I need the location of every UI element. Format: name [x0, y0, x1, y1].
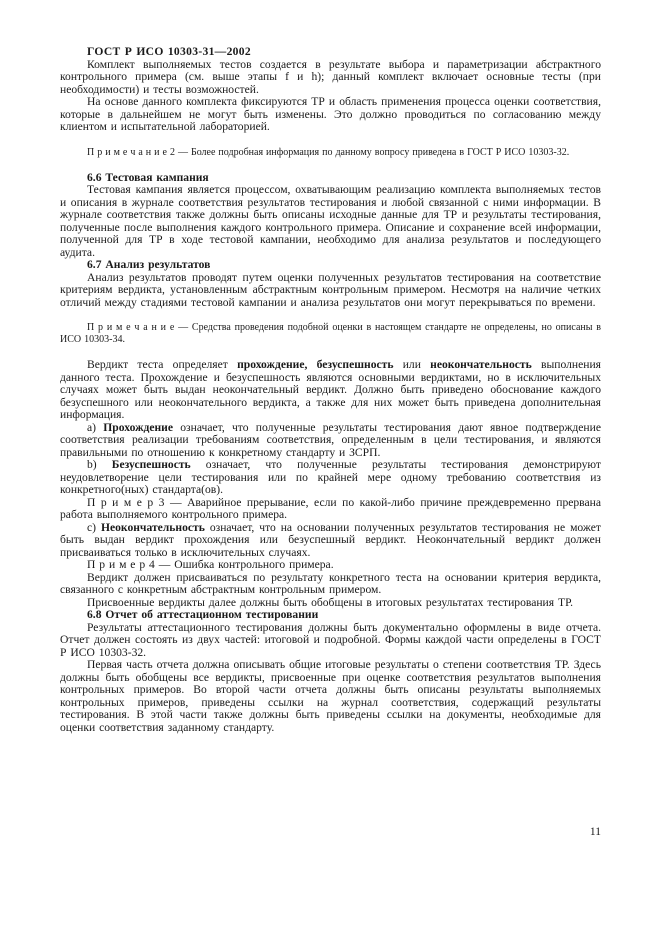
note-paragraph	[60, 322, 601, 346]
body-paragraph	[60, 522, 601, 560]
text-run: a)	[87, 420, 104, 434]
body-paragraph	[60, 497, 601, 522]
text-run: Результаты аттестационного тестирования должны быть документально оформлены в виде отчета. Отчет должен состоять из двух частей: итоговой и подробной. Формы каждой части определены в ГОСТ Р ИСО 10303-32.	[60, 620, 601, 659]
bold-text-run: неокончательность	[430, 358, 532, 372]
body-paragraph	[60, 422, 601, 460]
text-run: На основе данного комплекта фиксируются ТР и область применения процесса оценки соответствия, которые в дальнейшем не могут быть изменены. Это должно проводиться по согласованию между клиентом и испытательной лабораторией.	[60, 95, 601, 133]
text-run: Присвоенные вердикты далее должны быть обобщены в итоговых результатах тестирования ТР.	[87, 595, 573, 609]
body-paragraph	[60, 359, 601, 422]
body-paragraph	[60, 622, 601, 660]
text-run: П р и м е р 4 — Ошибка контрольного примера.	[87, 558, 334, 572]
text-run: означает, что полученные результаты тестирования дают явное подтверждение соответствия реализации требованиям соответствия, определенным в цели тестирования, и являются правильными по отношению к конкретному стандарту и ЗСРП.	[60, 420, 601, 459]
text-run: означает, что на основании полученных результатов тестирования не может быть выдан вердикт прохождения или безуспешный вердикт. Неокончательный вердикт должен присваиваться только в исключительных случаях.	[60, 520, 601, 559]
text-run: c)	[87, 520, 101, 534]
text-run: b)	[87, 458, 112, 472]
body-paragraph	[60, 659, 601, 734]
bold-text-run: прохождение, безуспешность	[237, 358, 394, 372]
text-run: Первая часть отчета должна описывать общие итоговые результаты о степени соответствия ТР. Здесь должны быть обобщены все вердикты, присвоенные при оценке соответствия результатов выполнения контрольных примеров. Во второй части отчета должны быть описаны результаты выполняемых контрольных примеров, приведены ссылки на журнал соответствия, содержащий результаты тестирования. В этой части также должны быть приведены ссылки на документы, необходимые для оценки соответствия заданному стандарту.	[60, 658, 601, 734]
text-run: 6.8 Отчет об аттестационном тестировании	[87, 608, 319, 622]
bold-text-run: Безуспешность	[111, 458, 191, 472]
bold-text-run: Неокончательность	[100, 520, 205, 534]
page-number: 11	[589, 826, 601, 838]
document-body	[60, 59, 601, 735]
text-run: Комплект выполняемых тестов создается в результате выбора и параметризации абстрактного контрольного примера (см. выше этапы f и h); данный комплект включает основные тесты (при необходимости) и тесты возможностей.	[60, 57, 601, 96]
text-run: означает, что полученные результаты тестирования демонстрируют неудовлетворение цели тестирования или по крайней мере одному требованию соответствия из конкретного(ных) стандарта(ов).	[60, 458, 601, 497]
body-paragraph	[60, 59, 601, 97]
text-run: Вердикт теста определяет	[87, 358, 238, 372]
text-run: 6.7 Анализ результатов	[87, 258, 211, 272]
text-run: 6.6 Тестовая кампания	[87, 170, 209, 184]
text-run: выполнения данного теста. Прохождение и безуспешность являются основными вердиктами, но в исключительных случаях может быть выдан неокончательный вердикт. Должно быть приведено обоснование каждого безуспешного или неокончательного вердикта, а также для них может быть приведена дополнительная информация.	[60, 358, 601, 422]
text-run: Анализ результатов проводят путем оценки полученных результатов тестирования на соответствие критериям вердикта, установленным абстрактным контрольным примером. Несмотря на наличие четких отличий между стадиями тестовой кампании и анализа результатов они могут перекрываться по времени.	[60, 270, 601, 309]
note-paragraph	[60, 147, 601, 159]
text-run: П р и м е ч а н и е — Средства проведения подобной оценки в настоящем стандарте не определены, но описаны в ИСО 10303-34.	[60, 322, 601, 346]
text-run: Вердикт должен присваиваться по результату конкретного теста на основании критерия вердикта, связанного с конкретным абстрактным контрольным примером.	[60, 570, 601, 597]
text-run: П р и м е р 3 — Аварийное прерывание, если по какой-либо причине преждевременно прервана работа выполняемого контрольного примера.	[60, 495, 601, 522]
body-paragraph	[60, 572, 601, 597]
text-run: П р и м е ч а н и е 2 — Более подробная информация по данному вопросу приведена в ГОСТ Р ИСО 10303-32.	[87, 146, 570, 158]
document-header-title: ГОСТ Р ИСО 10303-31—2002	[87, 45, 251, 58]
text-run: Тестовая кампания является процессом, охватывающим реализацию комплекта выполняемых тестов и описания в журнале соответствия результатов тестирования и любой связанной с ними информации. В журнале соответствия также должны быть описаны исходные данные для ТР и результаты тестирования, полученные после выполнения каждого контрольного примера. Описание и сохранение всей информации, полученной для ТР в ходе тестовой кампании, необходимо для анализа результатов и последующего аудита.	[60, 183, 601, 259]
body-paragraph	[60, 96, 601, 134]
document-content	[60, 46, 601, 734]
body-paragraph	[60, 184, 601, 259]
body-paragraph	[60, 459, 601, 497]
bold-text-run: Прохождение	[103, 420, 174, 434]
body-paragraph	[60, 272, 601, 310]
text-run: или	[393, 358, 431, 372]
